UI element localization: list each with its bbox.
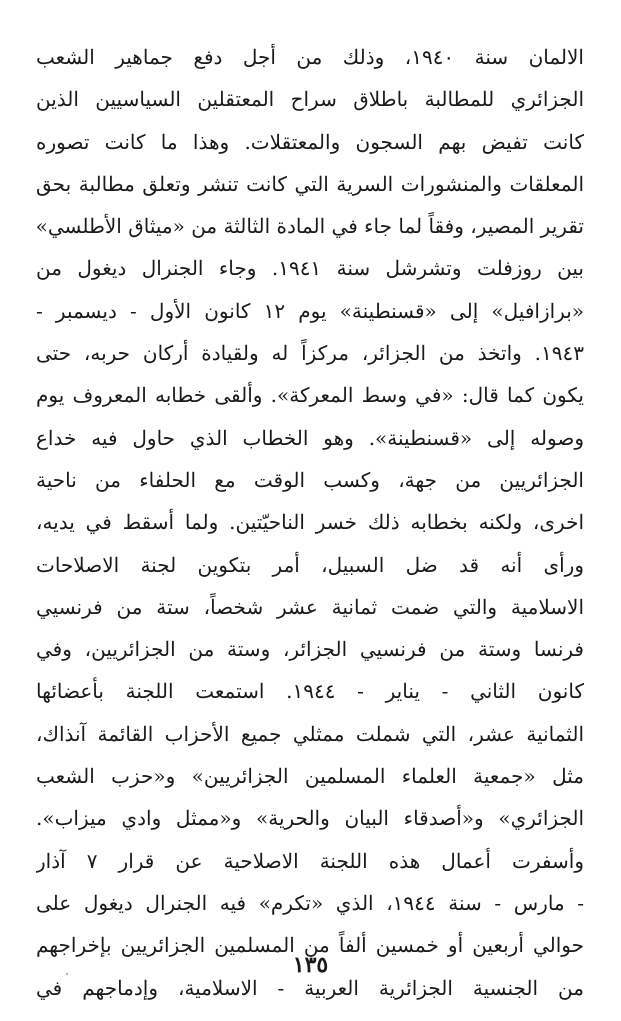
text-line-18: مثل «جمعية العلماء المسلمين الجزائريين» و«حزب الشعب (36, 764, 584, 789)
body-text (36, 36, 584, 1009)
text-line-7: «برازافيل» إلى «قسنطينة» يوم ١٢ كانون الأول - ديسمبر - (36, 298, 584, 323)
text-line-19: الجزائري» و«أصدقاء البيان والحرية» و«ممثل وادي ميزاب». (36, 806, 584, 831)
text-line-12: اخرى، ولكنه بخطابه ذلك خسر الناحيّتين. ولما أسقط في يديه، (36, 510, 584, 535)
text-line-4: المعلقات والمنشورات السرية التي كانت تنشر وتعلق مطالبة بحق (36, 171, 584, 196)
text-line-21: - مارس - سنة ١٩٤٤، الذي «تكرم» فيه الجنرال ديغول على (36, 890, 584, 915)
text-line-14: الاسلامية والتي ضمت ثمانية عشر شخصاً، ستة من فرنسيي (36, 594, 584, 619)
text-line-8: ١٩٤٣. واتخذ من الجزائر، مركزاً له ولقيادة أركان حربه، حتى (36, 341, 584, 366)
text-line-2: الجزائري للمطالبة باطلاق سراح المعتقلين السياسيين الذين (36, 87, 584, 112)
text-line-10: وصوله إلى «قسنطينة». وهو الخطاب الذي حاول فيه خداع (36, 425, 584, 450)
text-line-20: وأسفرت أعمال هذه اللجنة الاصلاحية عن قرار ٧ آذار (36, 848, 584, 873)
text-line-3: كانت تفيض بهم السجون والمعتقلات. وهذا ما كانت تصوره (36, 129, 584, 154)
text-line-22: حوالي أربعين أو خمسين ألفاً من المسلمين الجزائريين بإخراجهم (36, 933, 584, 958)
page-number: ١٣٥ (292, 952, 329, 978)
print-speck (66, 973, 68, 975)
text-line-5: تقرير المصير، وفقاً لما جاء في المادة الثالثة من «ميثاق الأطلسي» (36, 214, 584, 239)
text-line-23: من الجنسية الجزائرية العربية - الاسلامية، وإدماجهم في (36, 975, 584, 1000)
text-line-15: فرنسا وستة من فرنسيي الجزائر، وستة من الجزائريين، وفي (36, 637, 584, 662)
text-line-11: الجزائريين من جهة، وكسب الوقت مع الحلفاء من ناحية (36, 467, 584, 492)
text-line-13: ورأى أنه قد ضل السبيل، أمر بتكوين لجنة الاصلاحات (36, 552, 584, 577)
text-line-6: بين روزفلت وتشرشل سنة ١٩٤١. وجاء الجنرال ديغول من (36, 256, 584, 281)
text-line-16: كانون الثاني - يناير - ١٩٤٤. استمعت اللجنة بأعضائها (36, 679, 584, 704)
text-line-17: الثمانية عشر، التي شملت ممثلي جميع الأحزاب القائمة آنذاك، (36, 721, 584, 746)
text-line-9: يكون كما قال: «في وسط المعركة». وألقى خطابه المعروف يوم (36, 383, 584, 408)
text-line-1: الالمان سنة ١٩٤٠، وذلك من أجل دفع جماهير الشعب (36, 45, 584, 69)
